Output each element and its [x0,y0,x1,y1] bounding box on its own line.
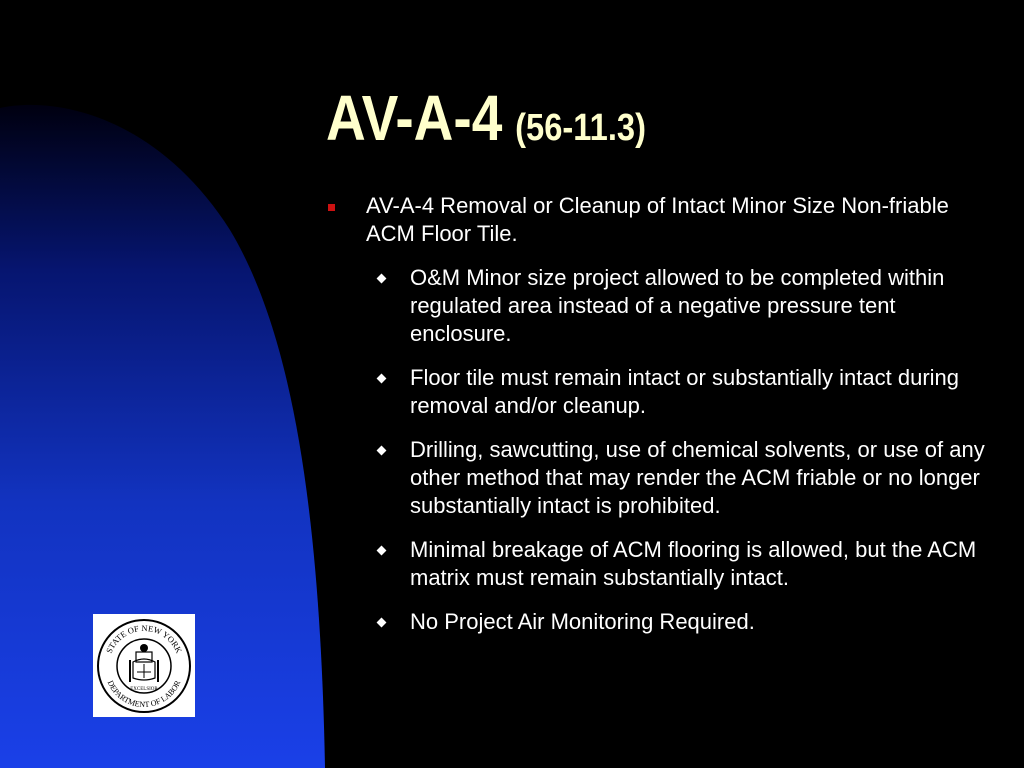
diamond-bullet-icon [377,446,387,456]
sub-bullet-text: Drilling, sawcutting, use of chemical solvents, or use of any other method that may render the ACM friable or no longer substantially intact is prohibited. [410,437,985,518]
slide-title [326,82,646,154]
slide-body [328,192,988,652]
nys-department-of-labor-seal-logo [93,614,195,717]
sub-bullet-text: Minimal breakage of ACM flooring is allowed, but the ACM matrix must remain substantially intact. [410,537,977,590]
sub-bullet [372,608,988,636]
sub-bullet [372,364,988,420]
sub-bullet [372,536,988,592]
sub-bullet [372,264,988,348]
seal-top-text: STATE OF NEW YORK [103,622,185,655]
diamond-bullet-icon [377,274,387,284]
diamond-bullet-icon [377,618,387,628]
diamond-bullet-icon [377,374,387,384]
title-subtitle: (56-11.3) [515,107,646,149]
sub-bullet-list [328,264,988,636]
main-bullet [328,192,988,248]
seal-bottom-text: DEPARTMENT OF LABOR [105,678,183,710]
title-main: AV-A-4 [326,82,503,154]
seal-motto: EXCELSIOR [130,687,158,692]
sub-bullet-text: Floor tile must remain intact or substantially intact during removal and/or cleanup. [410,365,960,418]
sub-bullet-text: O&M Minor size project allowed to be completed within regulated area instead of a negative pressure tent enclosure. [410,265,945,346]
sub-bullet-text: No Project Air Monitoring Required. [410,609,755,634]
sub-bullet [372,436,988,520]
square-bullet-icon [328,204,335,211]
main-bullet-text: AV-A-4 Removal or Cleanup of Intact Minor Size Non-friable ACM Floor Tile. [366,193,949,246]
diamond-bullet-icon [377,546,387,556]
